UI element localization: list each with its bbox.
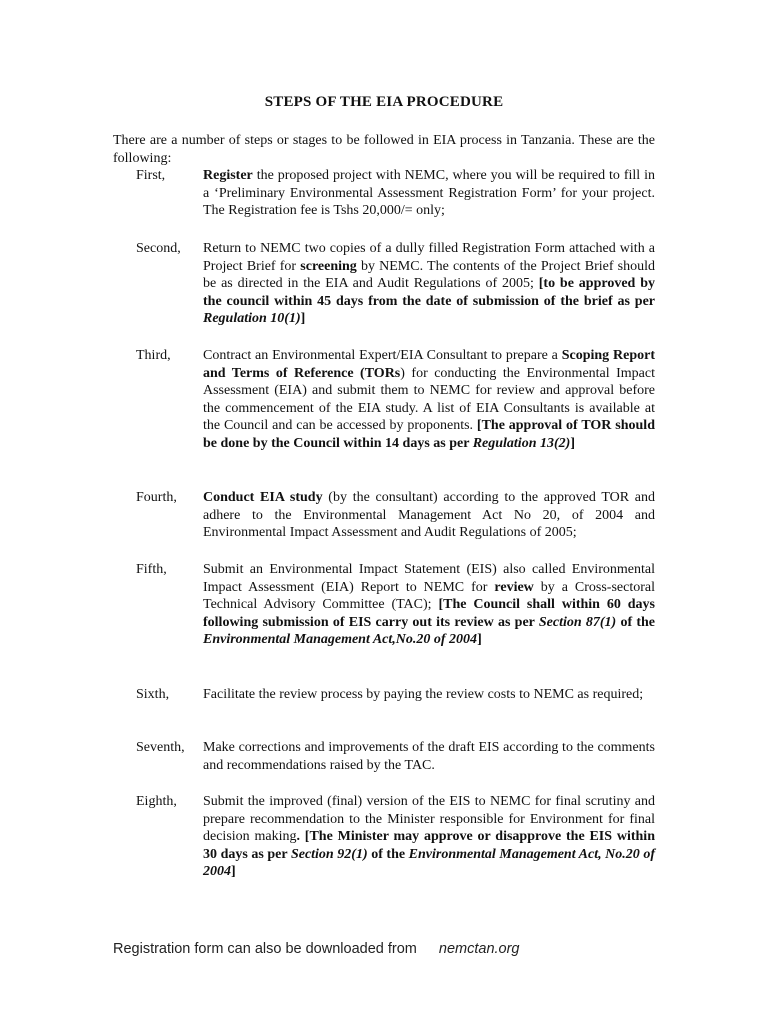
step-label: Fourth, (136, 490, 177, 505)
step-label: First, (136, 168, 166, 183)
text-segment: . [The Minister may approve or disapprove the EIS within 30 days as per (203, 829, 655, 862)
step-text (203, 489, 655, 542)
step-text (203, 347, 655, 452)
step-text (203, 686, 655, 704)
text-segment: ) for conducting the Environmental Impact Assessment (EIA) and submit them to NEMC for review and approval before the commencement of the EIA study. A list of EIA Consultants is available at the Council and can be accessed by proponents. (203, 365, 656, 433)
text-segment: of the (616, 614, 655, 630)
footer-text: Registration form can also be downloaded from (113, 941, 417, 957)
step-label: Third, (136, 348, 171, 363)
text-segment: of the (367, 846, 409, 862)
text-segment: Submit the improved (final) version of the EIS to NEMC for final scrutiny and prepare recommendation to the Minister responsible for Environment for final decision making (203, 794, 655, 844)
text-segment: Facilitate the review process by paying the review costs to NEMC as required; (203, 687, 644, 702)
step-label: Sixth, (136, 687, 170, 702)
text-segment: (by the consultant) according to the approved TOR and adhere to the Environmental Management Act No 20, of 2004 and Environmental Impact Assessment and Audit Regulations of 2005; (203, 490, 655, 540)
step-label: Seventh, (136, 740, 185, 755)
text-segment: Section 87(1) (538, 614, 617, 630)
footer-note (113, 941, 673, 957)
text-segment: Contract an Environmental Expert/EIA Consultant to prepare a (203, 348, 562, 363)
step-label: Eighth, (136, 794, 177, 809)
step-text (203, 240, 655, 328)
text-segment: [The Council shall within 60 days following submission of EIS carry out its review as per (203, 597, 655, 630)
step-label: Second, (136, 241, 181, 256)
text-segment: ] (570, 435, 575, 451)
intro-paragraph: There are a number of steps or stages to be followed in EIA process in Tanzania. These are the following: (113, 133, 655, 166)
text-segment: Make corrections and improvements of the draft EIS according to the comments and recommendations raised by the TAC. (203, 740, 655, 773)
step-text (203, 167, 655, 220)
step-text (203, 739, 655, 774)
text-segment: screening (300, 258, 357, 274)
page-title: STEPS OF THE EIA PROCEDURE (264, 94, 504, 110)
text-segment: the proposed project with NEMC, where you will be required to fill in a ‘Preliminary Environmental Assessment Registration Form’ for your project. The Registration fee is Tshs 20,000/= only; (203, 168, 655, 218)
text-segment: Scoping Report and Terms of Reference (TORs (203, 348, 655, 381)
text-segment: Regulation 13(2) (472, 435, 571, 451)
website-link[interactable]: nemctan.org (438, 941, 520, 957)
text-segment: ] (300, 311, 306, 326)
text-segment: by NEMC. The contents of the Project Brief should be as directed in the EIA and Audit Regulations of 2005; (203, 258, 656, 291)
text-segment: by a Cross-sectoral Technical Advisory Committee (TAC); (203, 579, 656, 612)
text-segment: ] (231, 864, 236, 879)
text-segment: ] (477, 632, 482, 647)
text-segment: [The approval of TOR should be done by the Council within 14 days as per (203, 418, 655, 451)
text-segment: Regulation 10(1) (203, 311, 301, 326)
step-text (203, 561, 655, 649)
text-segment: Register (203, 168, 253, 183)
text-segment: [to be approved by the council within 45 days from the date of submission of the brief as per (203, 276, 655, 309)
text-segment: review (494, 579, 534, 595)
step-text (203, 793, 655, 881)
text-segment: Return to NEMC two copies of a dully filled Registration Form attached with a Project Brief for (203, 241, 655, 274)
text-segment: Conduct EIA study (203, 490, 323, 505)
text-segment: Environmental Management Act,No.20 of 2004 (203, 632, 478, 647)
text-segment: Environmental Management Act, No.20 of 2004 (203, 846, 656, 879)
text-segment: Section 92(1) (290, 846, 368, 862)
step-label: Fifth, (136, 562, 167, 577)
text-segment: Submit an Environmental Impact Statement (EIS) also called Environmental Impact Assessment (EIA) Report to NEMC for (203, 562, 655, 595)
